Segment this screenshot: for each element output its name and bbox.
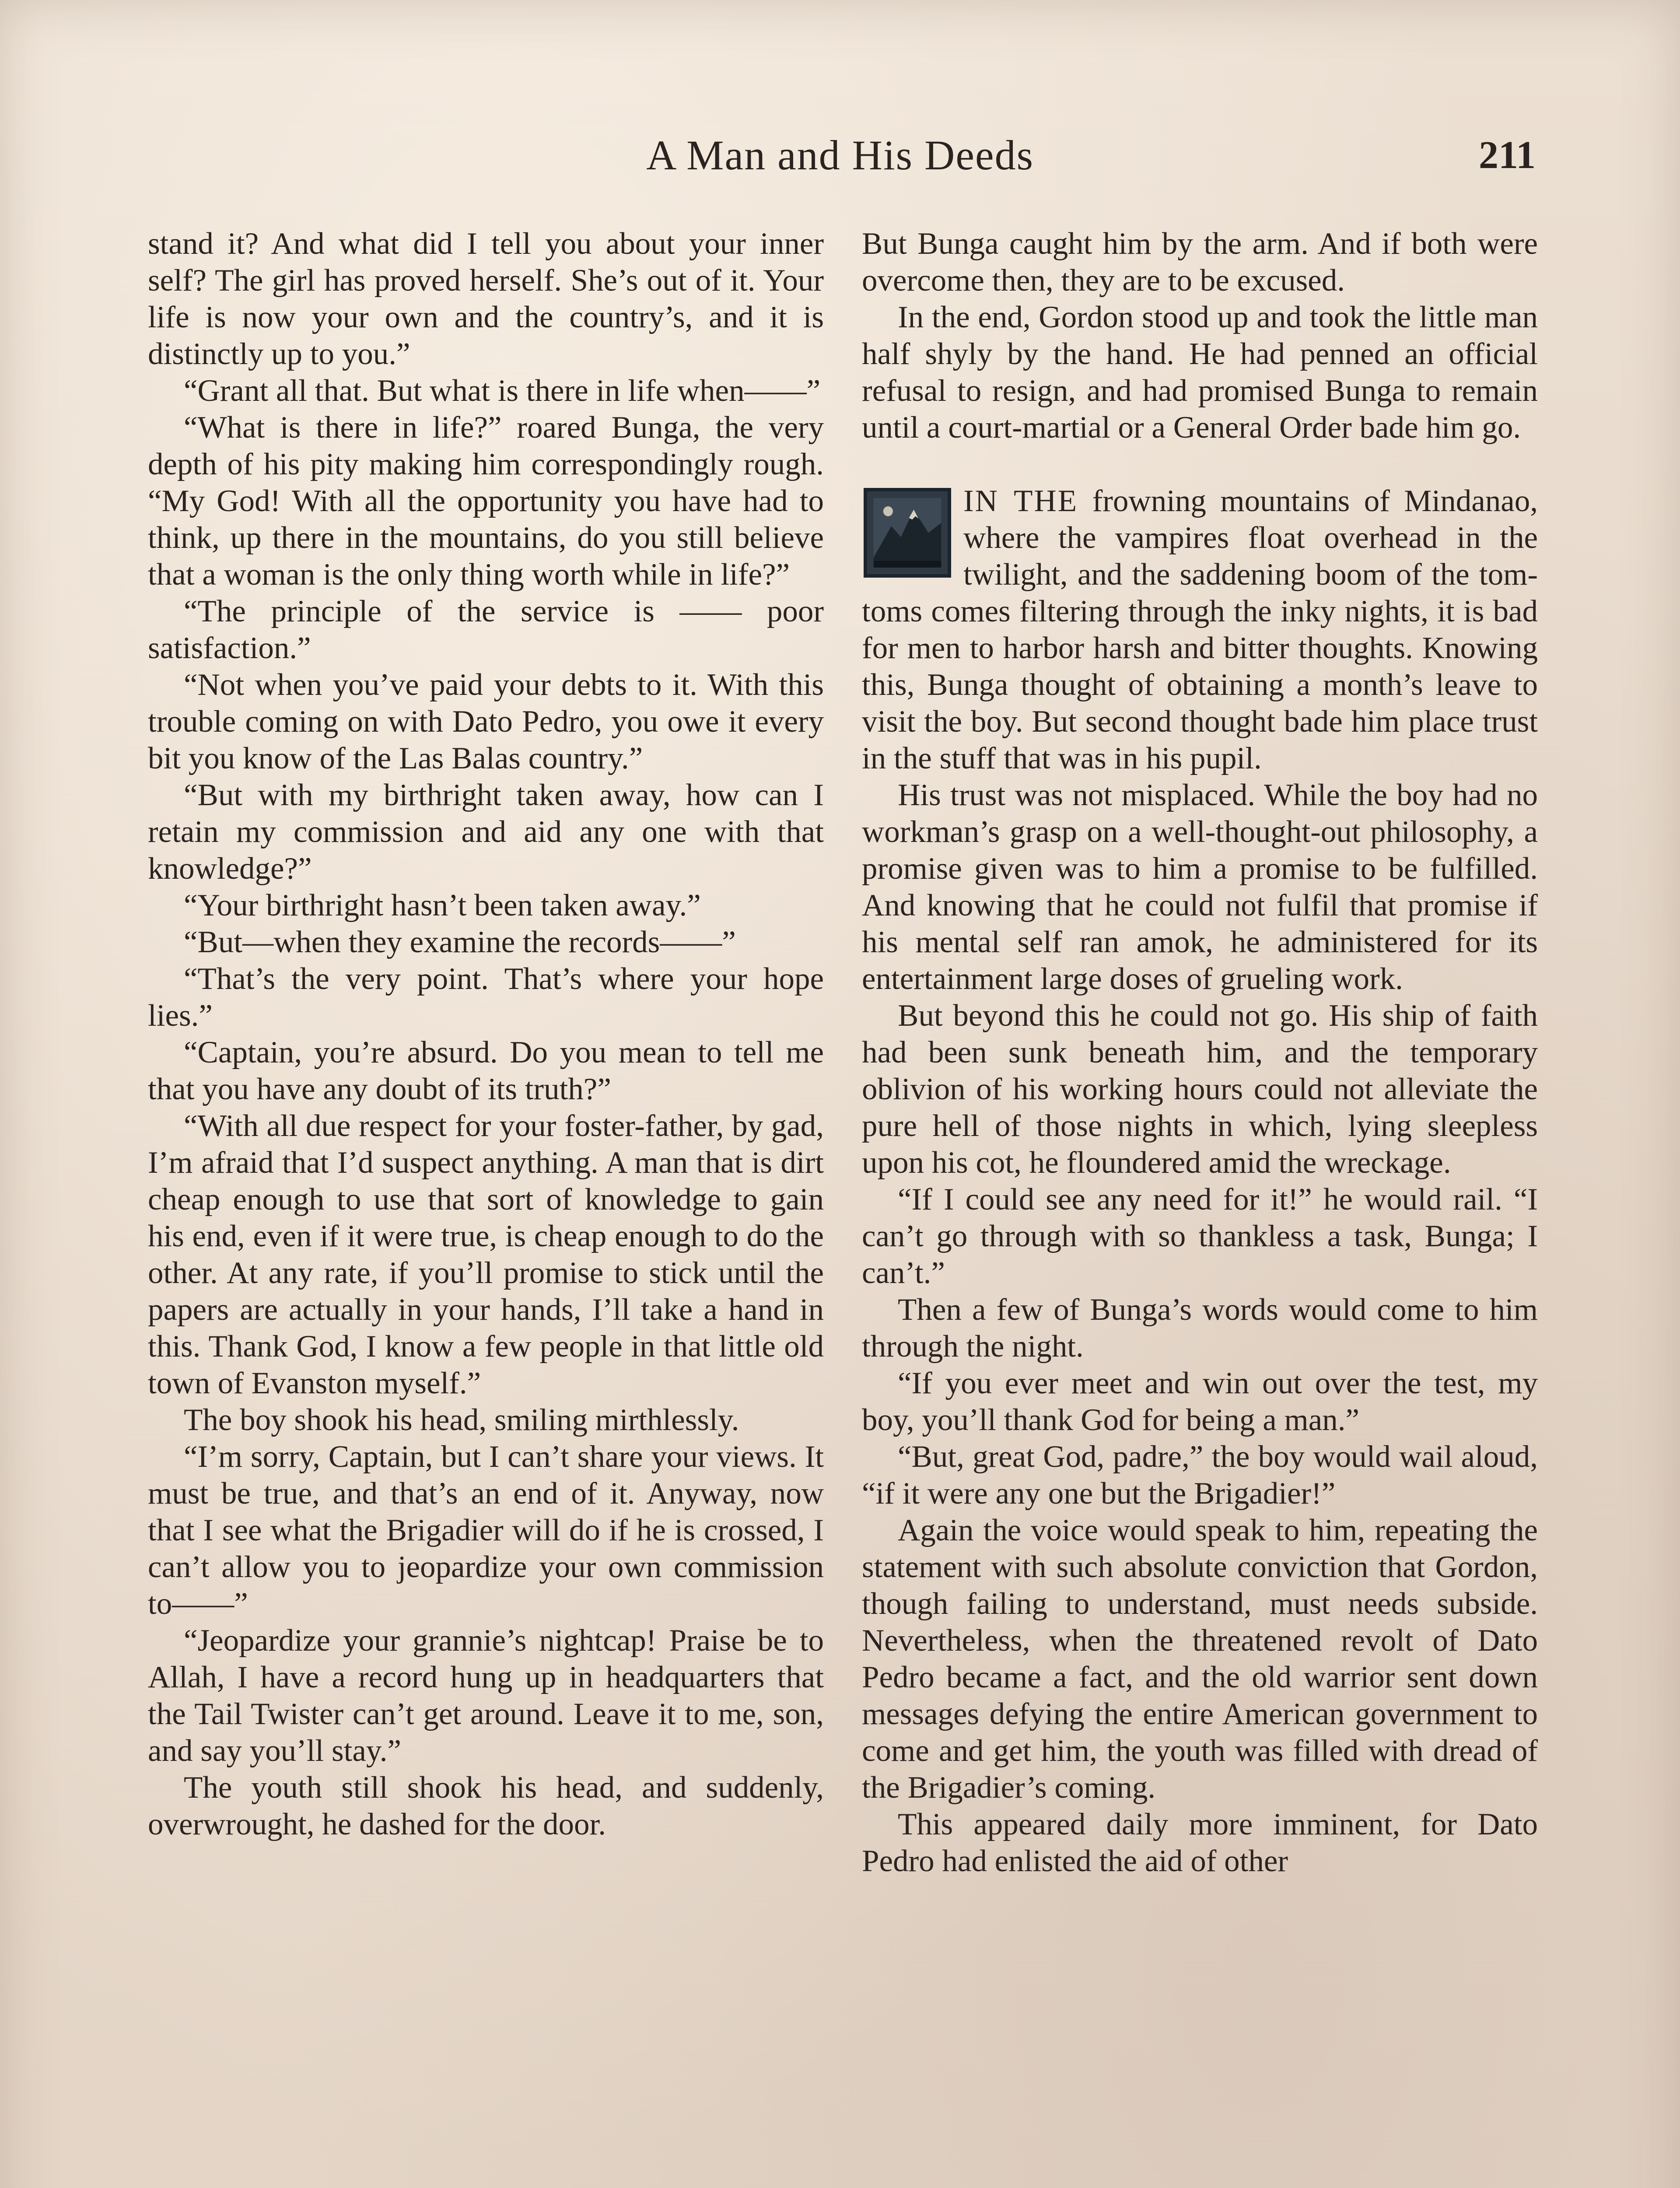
paragraph: “Your birthright hasn’t been taken away.” bbox=[184, 888, 701, 922]
paragraph: “What is there in life?” roared Bunga, the very depth of his pity making him correspondingly rough. “My God! With all the opportunity you have had to think, up there in the mountains, do you still believe that a woman is the only thing worth while in life?” bbox=[148, 410, 824, 592]
paragraph: “The principle of the service is —— poor satisfaction.” bbox=[148, 594, 824, 665]
paragraph: “But—when they examine the records——” bbox=[184, 925, 736, 959]
paragraph: “Not when you’ve paid your debts to it. With this trouble coming on with Dato Pedro, you owe it every bit you know of the Las Balas country.” bbox=[148, 668, 824, 775]
paragraph: In the end, Gordon stood up and took the little man half shyly by the hand. He had penned an official refusal to resign, and had promised Bunga to remain until a court-martial or a General Order bade him go. bbox=[862, 300, 1538, 445]
paragraph: “If you ever meet and win out over the test, my boy, you’ll thank God for being a man.” bbox=[862, 1366, 1538, 1437]
mountain-vignette-icon bbox=[864, 488, 951, 578]
page-number: 211 bbox=[1478, 133, 1536, 177]
paragraph: “If I could see any need for it!” he would rail. “I can’t go through with so thankless a task, Bunga; I can’t.” bbox=[862, 1182, 1538, 1290]
paragraph: Again the voice would speak to him, repeating the statement with such absolute conviction that Gordon, though failing to understand, must needs subside. Nevertheless, when the threatened revolt of Dato Pedro became a fact, and the old warrior sent down messages defying the entire American government to come and get him, the youth was filled with dread of the Brigadier’s coming. bbox=[862, 1513, 1538, 1805]
paragraph: “Jeopardize your grannie’s nightcap! Praise be to Allah, I have a record hung up in headquarters that the Tail Twister can’t get around. Leave it to me, son, and say you’ll stay.” bbox=[148, 1623, 824, 1768]
paragraph: “But with my birthright taken away, how can I retain my commission and aid any one with that knowledge?” bbox=[148, 778, 824, 886]
paragraph: His trust was not misplaced. While the boy had no workman’s grasp on a well-thought-out philosophy, a promise given was to him a promise to be fulfilled. And knowing that he could not fulfil that promise if his mental self ran amok, he administered for its entertainment large doses of grueling work. bbox=[862, 778, 1538, 996]
paragraph: stand it? And what did I tell you about your inner self? The girl has proved herself. She’s out of it. Your life is now your own and the country’s, and it is distinctly up to you.” bbox=[148, 227, 824, 371]
paragraph: But Bunga caught him by the arm. And if both were overcome then, they are to be excused. bbox=[862, 227, 1538, 298]
paragraph: “Captain, you’re absurd. Do you mean to tell me that you have any doubt of its truth?” bbox=[148, 1035, 824, 1106]
dropcap-lead-text: IN THE bbox=[963, 484, 1078, 518]
paragraph: “But, great God, padre,” the boy would wail aloud, “if it were any one but the Brigadier!” bbox=[862, 1440, 1538, 1511]
paragraph: Then a few of Bunga’s words would come to him through the night. bbox=[862, 1293, 1538, 1364]
paragraph: “With all due respect for your foster-father, by gad, I’m afraid that I’d suspect anything. A man that is dirt cheap enough to use that sort of knowledge to gain his end, even if it were true, is cheap enough to do the other. At any rate, if you’ll promise to stick until the papers are actually in your hands, I’ll take a hand in this. Thank God, I know a few people in that little old town of Evanston myself.” bbox=[148, 1109, 824, 1400]
running-head: A Man and His Deeds bbox=[646, 132, 1034, 179]
paragraph: This appeared daily more imminent, for Dato Pedro had enlisted the aid of other bbox=[862, 1807, 1538, 1878]
left-column bbox=[148, 225, 824, 1843]
section-opening-paragraph bbox=[862, 483, 1538, 777]
paragraph: But beyond this he could not go. His ship of faith had been sunk beneath him, and the temporary oblivion of his working hours could not alleviate the pure hell of those nights in which, lying sleepless upon his cot, he floundered amid the wreckage. bbox=[862, 999, 1538, 1180]
paragraph: “I’m sorry, Captain, but I can’t share your views. It must be true, and that’s an end of it. Anyway, now that I see what the Brigadier will do if he is crossed, I can’t allow you to jeopardize your own commission to——” bbox=[148, 1440, 824, 1621]
dropcap-body-text: frowning mountains of Mindanao, where the vampires float overhead in the twilight, and the saddening boom of the tom-toms comes filtering through the inky nights, it is bad for men to harbor harsh and bitter thoughts. Knowing this, Bunga thought of obtaining a month’s leave to visit the boy. But second thought bade him place trust in the stuff that was in his pupil. bbox=[862, 484, 1538, 775]
paragraph: The youth still shook his head, and suddenly, overwrought, he dashed for the door. bbox=[148, 1771, 824, 1841]
right-column bbox=[862, 225, 1538, 1879]
paragraph: “That’s the very point. That’s where your hope lies.” bbox=[148, 962, 824, 1033]
page-header bbox=[144, 127, 1536, 184]
paragraph: The boy shook his head, smiling mirthlessly. bbox=[184, 1403, 739, 1437]
paragraph: “Grant all that. But what is there in life when——” bbox=[184, 374, 821, 408]
